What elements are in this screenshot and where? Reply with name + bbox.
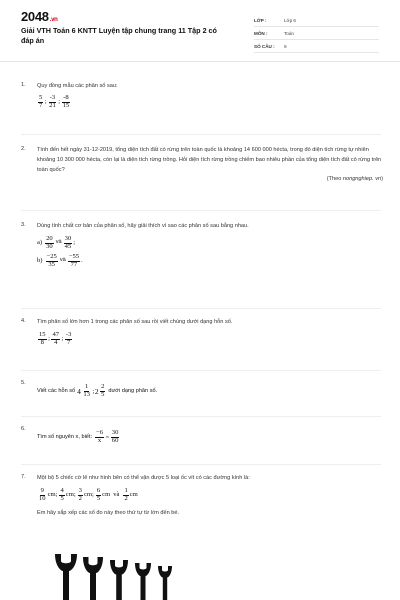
fraction: [51, 332, 60, 347]
mixed-number-line: [37, 384, 157, 399]
numerator: -3: [65, 330, 72, 338]
separator: ;: [58, 98, 61, 106]
source-prefix: (Theo: [326, 176, 343, 183]
question-text: Tìm phân số lớn hơn 1 trong các phân số sau rồi viết chúng dưới dạng hỗn số.: [37, 319, 233, 325]
numerator: 6: [96, 486, 101, 494]
equation-line: [37, 430, 120, 445]
question-body: [37, 82, 383, 110]
fraction: [65, 332, 73, 347]
divider: [21, 308, 381, 309]
question-text: dưới dạng phân số.: [108, 387, 158, 394]
question-body: [37, 474, 383, 518]
logo-main: 2048: [21, 9, 49, 24]
denominator: 2: [124, 494, 128, 502]
denominator: 7: [66, 338, 71, 346]
divider: [21, 370, 381, 371]
divider: [21, 464, 381, 465]
measurement-list: [37, 488, 138, 503]
denominator: 13: [83, 390, 90, 398]
fraction: [38, 332, 47, 347]
numerator: −25: [46, 252, 57, 260]
conjunction: và: [59, 257, 66, 264]
fraction: [95, 430, 104, 445]
denominator: x: [97, 436, 102, 444]
denominator: 21: [49, 101, 56, 109]
fraction: [38, 95, 43, 110]
unit: cm;: [65, 491, 76, 499]
question-text: Một bộ 5 chiếc cờ lê như hình bên có thể vặn được 5 loại ốc vít có các đường kính là:: [37, 475, 250, 481]
source-citation: [37, 175, 383, 185]
question-number: 7.: [21, 474, 26, 480]
fraction: [96, 488, 101, 503]
wrench-icon: [55, 554, 77, 600]
fraction: [100, 384, 105, 399]
meta-value: Toán: [284, 30, 294, 36]
numerator: 15: [39, 330, 46, 338]
fraction: [62, 95, 71, 110]
separator: ;: [61, 335, 64, 343]
numerator: -8: [63, 93, 69, 101]
numerator: 1: [85, 383, 89, 390]
denominator: 10: [39, 494, 46, 502]
fraction: [59, 488, 64, 503]
question-body: [37, 430, 383, 445]
question-number: 2.: [21, 146, 26, 152]
question-text: Dùng tính chất cơ bản của phân số, hãy giải thích vì sao các phân số sau bằng nhau.: [37, 223, 249, 229]
question-text: Quy đồng mẫu các phân số sau:: [37, 83, 118, 89]
source-suffix: ): [381, 176, 383, 183]
logo-suffix: .vn: [49, 17, 58, 23]
wrench-icon: [158, 566, 172, 600]
whole-part: 4: [77, 386, 81, 396]
wrench-icon: [135, 563, 151, 600]
fraction-list: [37, 95, 71, 110]
fraction: [78, 488, 83, 503]
wrench-icon: [83, 557, 103, 600]
denominator: 30: [46, 242, 53, 250]
divider: [21, 210, 381, 211]
fraction: [111, 430, 120, 445]
conjunction: và: [113, 491, 120, 499]
fraction: [123, 488, 128, 503]
meta-info: [254, 14, 379, 53]
fraction: [48, 95, 57, 110]
denominator: 4: [54, 338, 58, 346]
numerator: 30: [111, 429, 119, 436]
source-name: nongnghiep. vn: [342, 176, 382, 183]
fraction: [82, 384, 91, 399]
fraction-list: [37, 332, 73, 347]
wrench-icon: [110, 560, 128, 600]
numerator: -3: [49, 93, 56, 101]
unit: cm: [102, 491, 111, 499]
denominator: 35: [48, 260, 55, 268]
conjunction: và: [55, 239, 62, 246]
numerator: −6: [96, 429, 104, 436]
unit: cm: [129, 491, 138, 499]
fraction: [38, 488, 47, 503]
denominator: 2: [78, 494, 82, 502]
denominator: 15: [62, 101, 70, 109]
fraction: [68, 254, 80, 269]
question-body: [37, 384, 383, 399]
page-header: [0, 0, 400, 62]
whole-part: 2: [94, 386, 99, 396]
part-b: [37, 254, 83, 269]
separator: ;: [73, 239, 76, 247]
question-number: 3.: [21, 222, 26, 228]
divider: [21, 134, 381, 135]
numerator: 20: [46, 234, 53, 242]
wrench-set-illustration: [52, 552, 192, 600]
numerator: 2: [101, 383, 105, 390]
question-body: [37, 318, 383, 347]
denominator: 5: [96, 494, 101, 502]
meta-value: Lớp 6: [284, 17, 296, 23]
denominator: 5: [101, 390, 105, 398]
separator: .: [81, 257, 83, 265]
denominator: 45: [64, 242, 72, 250]
question-text: Viết các hỗn số: [37, 387, 76, 394]
fraction: [46, 254, 58, 269]
denominator: 5: [60, 494, 64, 502]
part-label: a): [37, 239, 43, 247]
question-number: 1.: [21, 82, 26, 88]
denominator: 8: [40, 338, 44, 346]
numerator: 4: [60, 486, 64, 494]
numerator: 3: [78, 486, 82, 494]
equals-sign: =: [105, 433, 110, 441]
unit: cm;: [83, 491, 94, 499]
meta-row-class: [254, 14, 379, 27]
question-text: Tìm số nguyên x, biết:: [37, 433, 93, 440]
numerator: 5: [39, 93, 43, 101]
fraction: [45, 236, 54, 251]
question-body: [37, 146, 383, 185]
fraction: [64, 234, 76, 251]
denominator: 7: [39, 101, 43, 109]
denominator: 77: [70, 260, 78, 268]
question-number: 6.: [21, 426, 26, 432]
meta-key: LỚP :: [254, 17, 267, 23]
page-title: Giải VTH Toán 6 KNTT Luyện tập chung trang 11 Tập 2 có đáp án: [21, 26, 217, 45]
site-logo[interactable]: [21, 9, 58, 24]
part-a: [37, 236, 75, 251]
numerator: 9: [40, 486, 44, 494]
question-body: [37, 222, 383, 268]
question-text: Tính đến hết ngày 31-12-2019, tổng diện tích đất có rừng trên toàn quốc là khoảng 14 600 000 hécta, trong đó diện tích rừng tự nhiên khoảng 10 300 000 hécta, còn lại là diện tích rừng trồng. Hỏi diện tích rừng trồng chiếm bao nhiêu phần của tổng diện tích đất có rừng trên toàn quốc?: [37, 147, 382, 173]
unit: cm;: [47, 491, 58, 499]
numerator: 1: [124, 486, 128, 494]
part-label: b): [37, 257, 43, 265]
divider: [21, 416, 381, 417]
numerator: −55: [68, 252, 80, 260]
meta-key: MÔN :: [254, 30, 268, 36]
meta-key: SỐ CÂU :: [254, 43, 275, 49]
numerator: 30: [64, 234, 72, 242]
numerator: 47: [52, 330, 60, 338]
separator: ;: [92, 387, 95, 395]
meta-row-subject: [254, 27, 379, 40]
denominator: 60: [111, 436, 119, 444]
meta-value: 9: [284, 43, 287, 49]
meta-row-count: [254, 40, 379, 53]
question-number: 4.: [21, 318, 26, 324]
question-number: 5.: [21, 380, 26, 386]
separator: ;: [48, 335, 50, 343]
separator: ;: [44, 98, 47, 106]
question-text-2: Em hãy sắp xếp các số đo này theo thứ tự từ lớn đến bé.: [37, 509, 180, 516]
